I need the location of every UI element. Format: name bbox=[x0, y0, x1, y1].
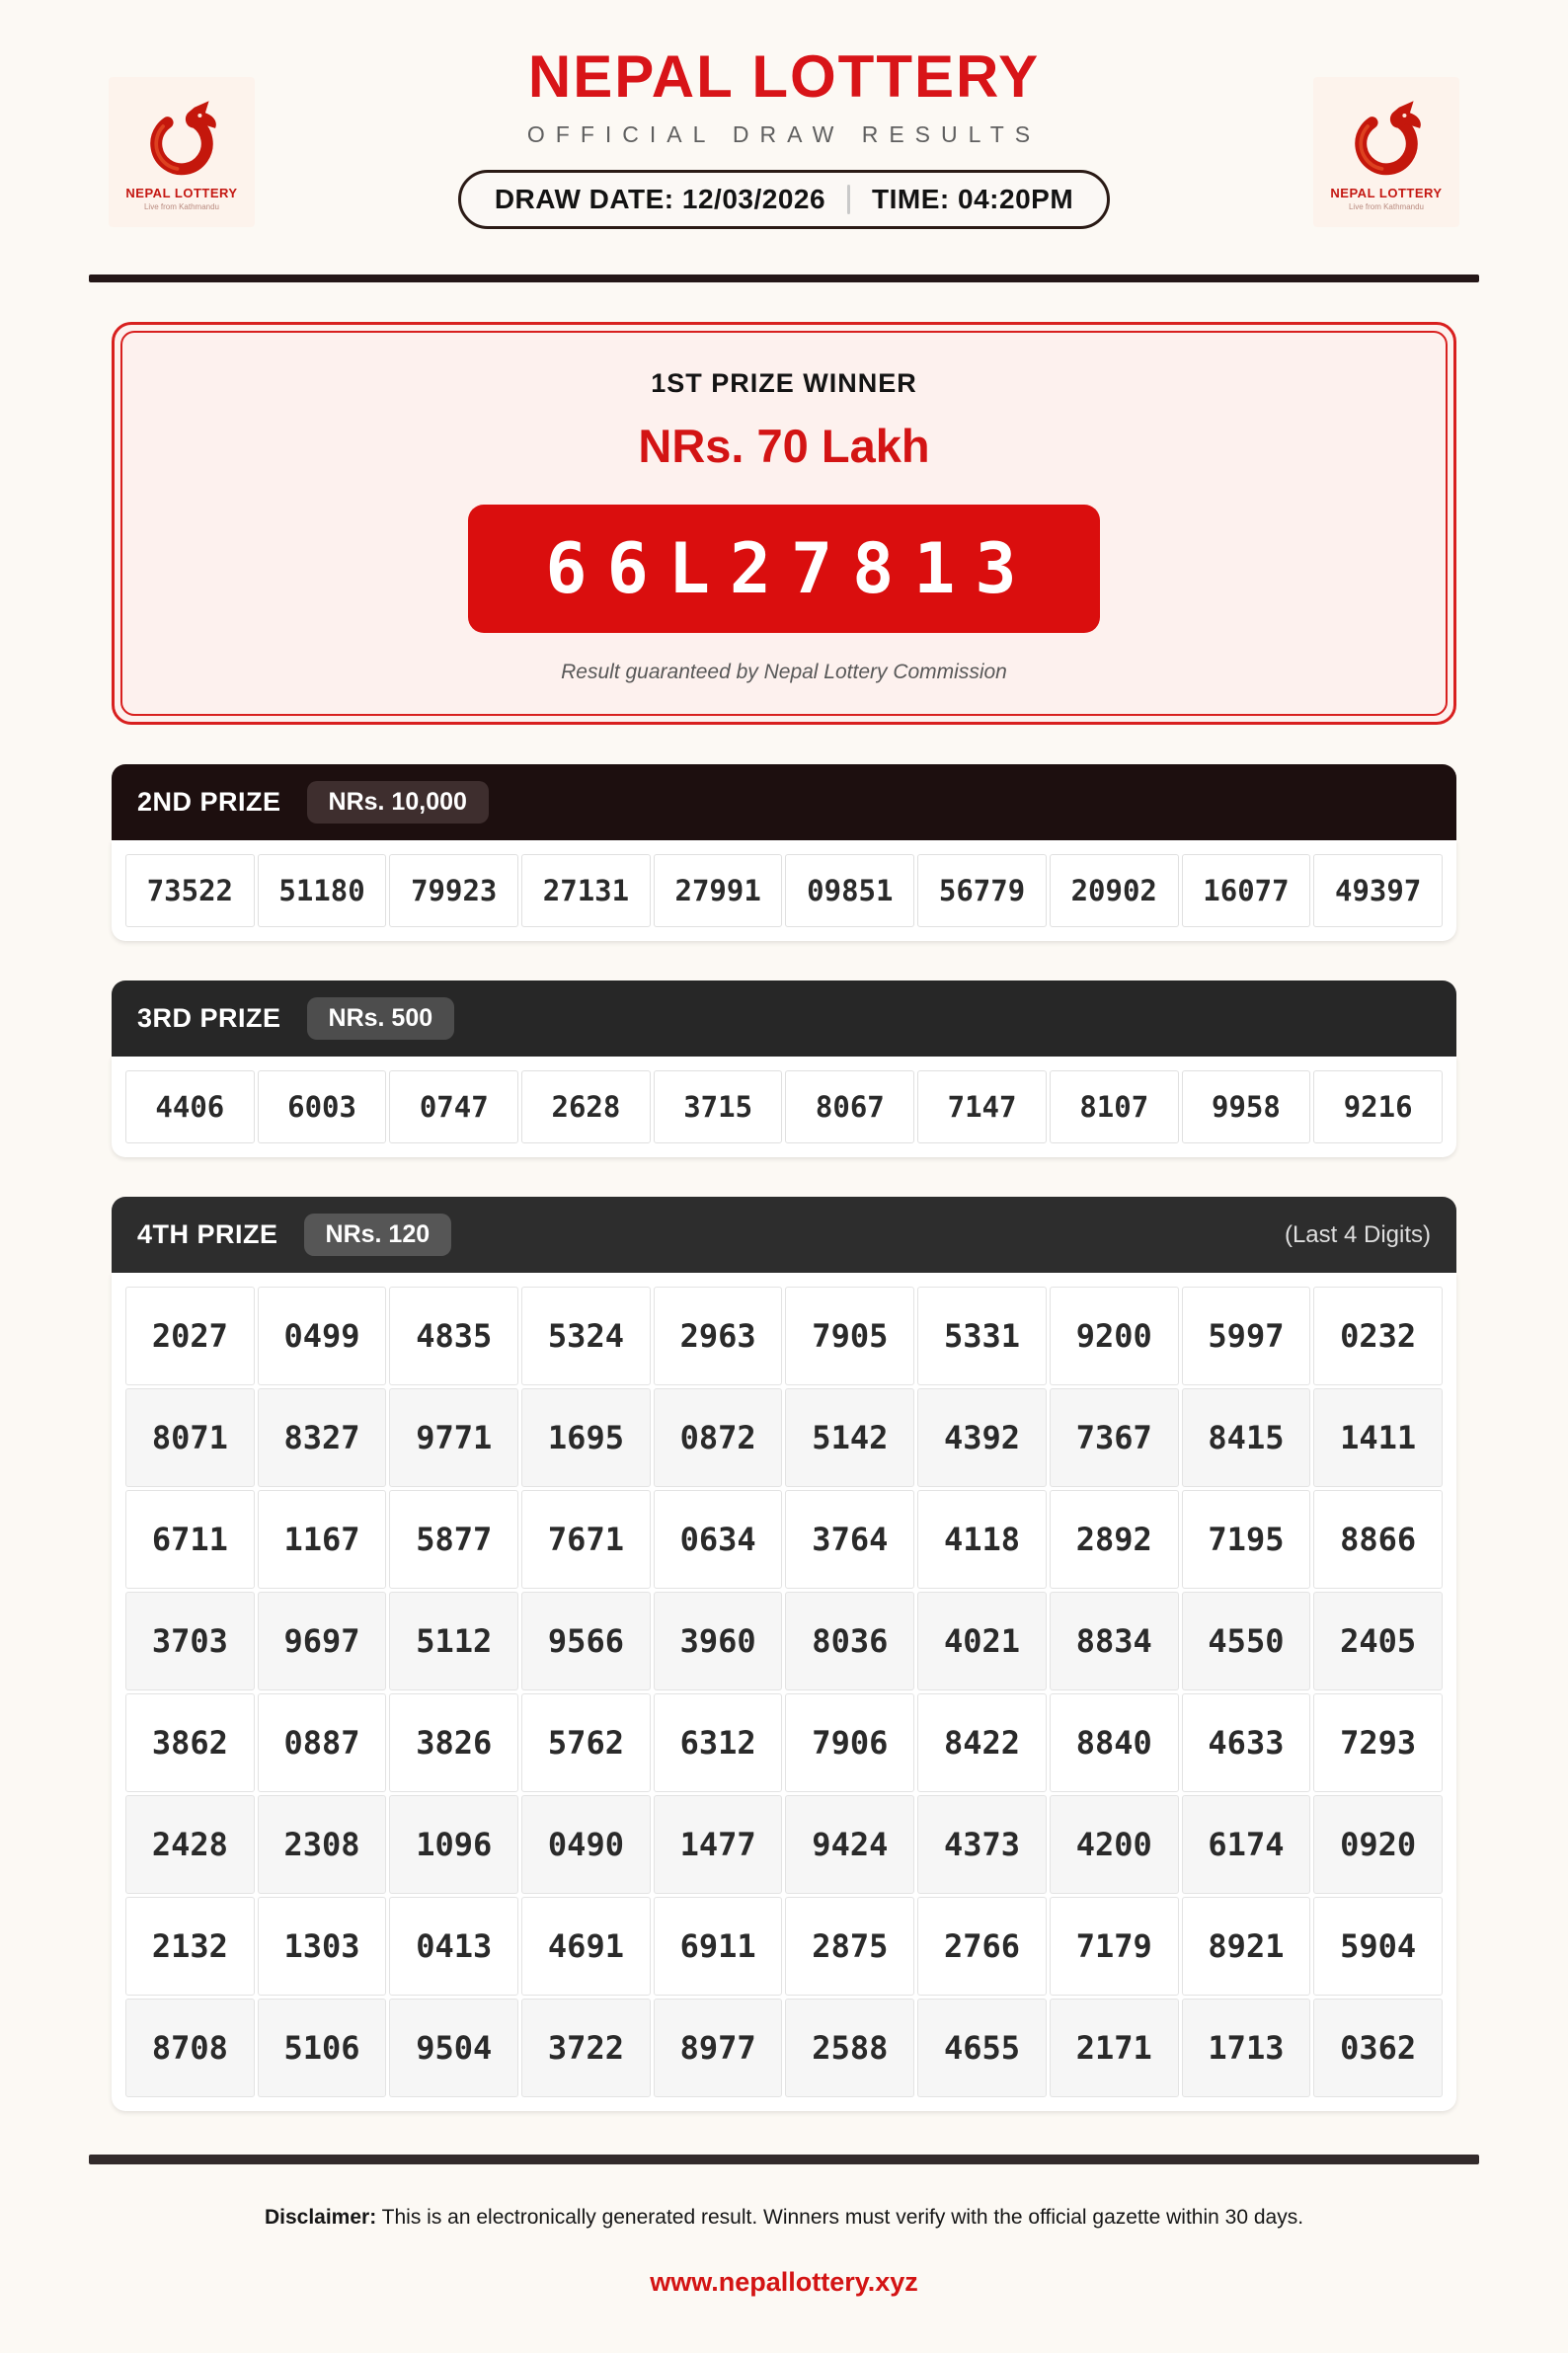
fourth-prize-number: 2171 bbox=[1050, 1999, 1179, 2097]
logo-tagline: Live from Kathmandu bbox=[1348, 202, 1425, 211]
fourth-prize-number: 7195 bbox=[1182, 1490, 1311, 1589]
guarantee-note: Result guaranteed by Nepal Lottery Commission bbox=[561, 661, 1007, 683]
fourth-prize-number: 2027 bbox=[125, 1287, 255, 1385]
second-prize-header bbox=[112, 764, 1456, 840]
fourth-prize-number: 1695 bbox=[521, 1388, 651, 1487]
fourth-prize-number: 5112 bbox=[389, 1592, 518, 1690]
third-prize-number: 3715 bbox=[654, 1070, 783, 1143]
fourth-prize-number: 3826 bbox=[389, 1693, 518, 1792]
winning-ticket-number: 66L27813 bbox=[545, 528, 1037, 609]
fourth-prize-number: 4655 bbox=[917, 1999, 1047, 2097]
third-prize-header bbox=[112, 980, 1456, 1057]
fourth-prize-number: 2766 bbox=[917, 1897, 1047, 1996]
fourth-prize-number: 4200 bbox=[1050, 1795, 1179, 1894]
second-prize-panel bbox=[112, 840, 1456, 941]
fourth-prize-number: 3960 bbox=[654, 1592, 783, 1690]
fourth-prize-number: 0872 bbox=[654, 1388, 783, 1487]
fourth-prize-number: 0232 bbox=[1313, 1287, 1443, 1385]
logo-left bbox=[109, 77, 255, 227]
fourth-prize-number: 7905 bbox=[785, 1287, 914, 1385]
second-prize-number: 16077 bbox=[1182, 854, 1311, 927]
fourth-prize-number: 8977 bbox=[654, 1999, 783, 2097]
fourth-prize-number: 7367 bbox=[1050, 1388, 1179, 1487]
fourth-prize-number: 3862 bbox=[125, 1693, 255, 1792]
third-prize-section bbox=[112, 980, 1456, 1157]
third-prize-number: 9216 bbox=[1313, 1070, 1443, 1143]
fourth-prize-number: 9200 bbox=[1050, 1287, 1179, 1385]
fourth-prize-number: 4633 bbox=[1182, 1693, 1311, 1792]
fourth-prize-number: 7293 bbox=[1313, 1693, 1443, 1792]
fourth-prize-number: 3703 bbox=[125, 1592, 255, 1690]
first-prize-amount: NRs. 70 Lakh bbox=[638, 420, 930, 472]
fourth-prize-number: 5331 bbox=[917, 1287, 1047, 1385]
fourth-prize-number: 0413 bbox=[389, 1897, 518, 1996]
footer-divider bbox=[89, 2155, 1479, 2164]
fourth-prize-number: 7179 bbox=[1050, 1897, 1179, 1996]
second-prize-number: 49397 bbox=[1313, 854, 1443, 927]
fourth-prize-number: 9697 bbox=[258, 1592, 387, 1690]
fourth-prize-number: 4021 bbox=[917, 1592, 1047, 1690]
draw-date: DRAW DATE: 12/03/2026 bbox=[494, 184, 826, 214]
fourth-prize-number: 5997 bbox=[1182, 1287, 1311, 1385]
fourth-prize-number: 1167 bbox=[258, 1490, 387, 1589]
third-prize-number: 8107 bbox=[1050, 1070, 1179, 1143]
winning-ticket-plate bbox=[468, 505, 1099, 633]
logo-tagline: Live from Kathmandu bbox=[143, 202, 220, 211]
fourth-prize-label: 4TH PRIZE bbox=[137, 1219, 278, 1249]
dragon-logo-icon bbox=[136, 93, 227, 184]
first-prize-card bbox=[112, 322, 1456, 725]
website-link[interactable]: www.nepallottery.xyz bbox=[650, 2267, 918, 2297]
fourth-prize-number: 0362 bbox=[1313, 1999, 1443, 2097]
third-prize-label: 3RD PRIZE bbox=[137, 1003, 281, 1033]
fourth-prize-number: 8071 bbox=[125, 1388, 255, 1487]
third-prize-number: 2628 bbox=[521, 1070, 651, 1143]
disclaimer bbox=[0, 2206, 1568, 2230]
logo-name: NEPAL LOTTERY bbox=[125, 186, 238, 200]
third-prize-amount-badge: NRs. 500 bbox=[307, 997, 455, 1040]
fourth-prize-number: 3764 bbox=[785, 1490, 914, 1589]
fourth-prize-number: 0490 bbox=[521, 1795, 651, 1894]
second-prize-number: 20902 bbox=[1050, 854, 1179, 927]
fourth-prize-number: 8036 bbox=[785, 1592, 914, 1690]
third-prize-panel bbox=[112, 1057, 1456, 1157]
fourth-prize-row bbox=[125, 1795, 1443, 1894]
fourth-prize-number: 1713 bbox=[1182, 1999, 1311, 2097]
fourth-prize-number: 2963 bbox=[654, 1287, 783, 1385]
fourth-prize-number: 7671 bbox=[521, 1490, 651, 1589]
page-subtitle: OFFICIAL DRAW RESULTS bbox=[526, 121, 1042, 147]
fourth-prize-number: 9424 bbox=[785, 1795, 914, 1894]
second-prize-number: 79923 bbox=[389, 854, 518, 927]
disclaimer-text: This is an electronically generated result. Winners must verify with the official gazette within 30 days. bbox=[376, 2206, 1304, 2229]
fourth-prize-number: 5142 bbox=[785, 1388, 914, 1487]
fourth-prize-number: 2308 bbox=[258, 1795, 387, 1894]
third-prize-number: 8067 bbox=[785, 1070, 914, 1143]
second-prize-number: 51180 bbox=[258, 854, 387, 927]
fourth-prize-number: 8327 bbox=[258, 1388, 387, 1487]
fourth-prize-number: 7906 bbox=[785, 1693, 914, 1792]
second-prize-amount-badge: NRs. 10,000 bbox=[307, 781, 489, 824]
fourth-prize-grid bbox=[125, 1287, 1443, 2097]
third-prize-number: 7147 bbox=[917, 1070, 1047, 1143]
third-prize-numbers bbox=[125, 1070, 1443, 1143]
fourth-prize-number: 0887 bbox=[258, 1693, 387, 1792]
second-prize-number: 73522 bbox=[125, 854, 255, 927]
second-prize-number: 09851 bbox=[785, 854, 914, 927]
fourth-prize-number: 8866 bbox=[1313, 1490, 1443, 1589]
second-prize-section bbox=[112, 764, 1456, 941]
fourth-prize-number: 2132 bbox=[125, 1897, 255, 1996]
third-prize-number: 4406 bbox=[125, 1070, 255, 1143]
fourth-prize-number: 2875 bbox=[785, 1897, 914, 1996]
fourth-prize-header bbox=[112, 1197, 1456, 1273]
fourth-prize-number: 5324 bbox=[521, 1287, 651, 1385]
fourth-prize-row bbox=[125, 1693, 1443, 1792]
fourth-prize-number: 9504 bbox=[389, 1999, 518, 2097]
fourth-prize-number: 4373 bbox=[917, 1795, 1047, 1894]
fourth-prize-number: 5877 bbox=[389, 1490, 518, 1589]
fourth-prize-number: 8840 bbox=[1050, 1693, 1179, 1792]
logo-name: NEPAL LOTTERY bbox=[1330, 186, 1443, 200]
fourth-prize-number: 1411 bbox=[1313, 1388, 1443, 1487]
fourth-prize-number: 0920 bbox=[1313, 1795, 1443, 1894]
fourth-prize-number: 6911 bbox=[654, 1897, 783, 1996]
fourth-prize-number: 8415 bbox=[1182, 1388, 1311, 1487]
fourth-prize-number: 2588 bbox=[785, 1999, 914, 2097]
third-prize-number: 9958 bbox=[1182, 1070, 1311, 1143]
fourth-prize-number: 4118 bbox=[917, 1490, 1047, 1589]
fourth-prize-row bbox=[125, 1388, 1443, 1487]
fourth-prize-number: 1096 bbox=[389, 1795, 518, 1894]
second-prize-number: 56779 bbox=[917, 854, 1047, 927]
third-prize-number: 0747 bbox=[389, 1070, 518, 1143]
fourth-prize-number: 5904 bbox=[1313, 1897, 1443, 1996]
fourth-prize-number: 1303 bbox=[258, 1897, 387, 1996]
second-prize-number: 27131 bbox=[521, 854, 651, 927]
fourth-prize-number: 8921 bbox=[1182, 1897, 1311, 1996]
fourth-prize-number: 2428 bbox=[125, 1795, 255, 1894]
fourth-prize-row bbox=[125, 1592, 1443, 1690]
fourth-prize-number: 8422 bbox=[917, 1693, 1047, 1792]
fourth-prize-number: 4550 bbox=[1182, 1592, 1311, 1690]
fourth-prize-row bbox=[125, 1897, 1443, 1996]
fourth-prize-number: 6174 bbox=[1182, 1795, 1311, 1894]
disclaimer-label: Disclaimer: bbox=[264, 2206, 377, 2229]
page-title: NEPAL LOTTERY bbox=[527, 43, 1041, 110]
fourth-prize-number: 6312 bbox=[654, 1693, 783, 1792]
fourth-prize-panel bbox=[112, 1273, 1456, 2111]
pill-divider bbox=[847, 185, 850, 214]
fourth-prize-number: 2405 bbox=[1313, 1592, 1443, 1690]
fourth-prize-number: 9566 bbox=[521, 1592, 651, 1690]
third-prize-number: 6003 bbox=[258, 1070, 387, 1143]
fourth-prize-number: 4691 bbox=[521, 1897, 651, 1996]
logo-right bbox=[1313, 77, 1459, 227]
fourth-prize-number: 0634 bbox=[654, 1490, 783, 1589]
fourth-prize-number: 9771 bbox=[389, 1388, 518, 1487]
second-prize-numbers bbox=[125, 854, 1443, 927]
fourth-prize-number: 8834 bbox=[1050, 1592, 1179, 1690]
header bbox=[0, 45, 1568, 261]
second-prize-label: 2ND PRIZE bbox=[137, 787, 281, 817]
draw-time: TIME: 04:20PM bbox=[872, 184, 1074, 214]
fourth-prize-row bbox=[125, 1999, 1443, 2097]
fourth-prize-note: (Last 4 Digits) bbox=[1284, 1220, 1431, 1248]
fourth-prize-number: 5762 bbox=[521, 1693, 651, 1792]
fourth-prize-row bbox=[125, 1490, 1443, 1589]
fourth-prize-number: 5106 bbox=[258, 1999, 387, 2097]
second-prize-number: 27991 bbox=[654, 854, 783, 927]
fourth-prize-amount-badge: NRs. 120 bbox=[304, 1214, 452, 1256]
fourth-prize-number: 3722 bbox=[521, 1999, 651, 2097]
first-prize-heading: 1ST PRIZE WINNER bbox=[651, 368, 917, 398]
fourth-prize-number: 0499 bbox=[258, 1287, 387, 1385]
fourth-prize-section bbox=[112, 1197, 1456, 2111]
fourth-prize-number: 4392 bbox=[917, 1388, 1047, 1487]
dragon-logo-icon bbox=[1341, 93, 1432, 184]
fourth-prize-number: 2892 bbox=[1050, 1490, 1179, 1589]
fourth-prize-number: 8708 bbox=[125, 1999, 255, 2097]
fourth-prize-row bbox=[125, 1287, 1443, 1385]
fourth-prize-number: 6711 bbox=[125, 1490, 255, 1589]
fourth-prize-number: 1477 bbox=[654, 1795, 783, 1894]
fourth-prize-number: 4835 bbox=[389, 1287, 518, 1385]
draw-date-time-pill bbox=[458, 170, 1110, 229]
header-divider bbox=[89, 275, 1479, 282]
